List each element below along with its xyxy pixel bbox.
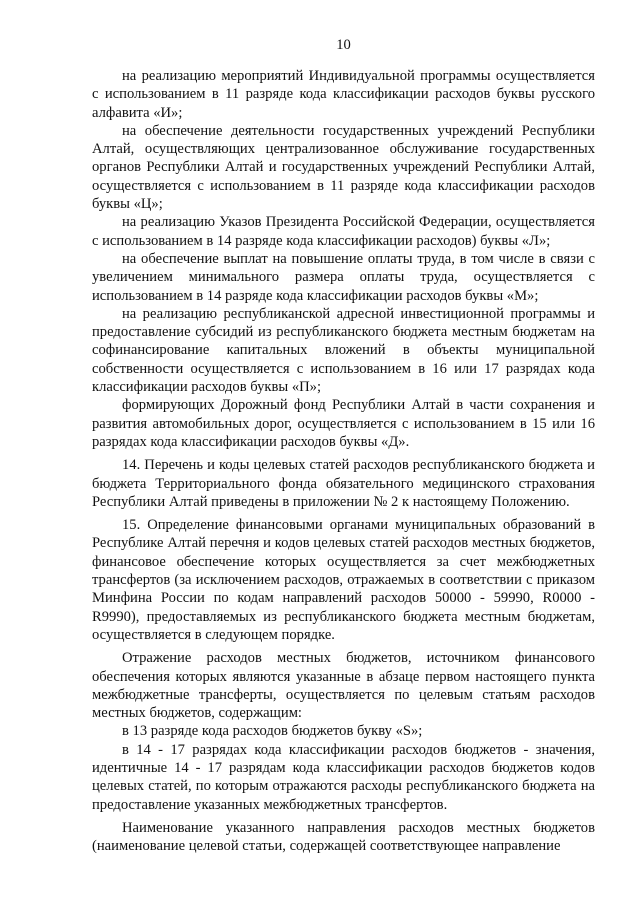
paragraph-item-p: на реализацию республиканской адресной инвестиционной программы и предоставление субсидий из республиканского бюджета местным бюджетам на софинансирование капитальных вложений в объекты муниципальной собственности осуществляется с использованием в 16 или 17 разрядах кода классификации расходов буквы «П»; — [92, 305, 595, 396]
paragraph-digit-13: в 13 разряде кода расходов бюджетов букву «S»; — [122, 723, 423, 740]
paragraph-item-l: на реализацию Указов Президента Российской Федерации, осуществляется с использованием в 14 разряде кода классификации расходов) буквы «Л»; — [92, 214, 595, 249]
paragraph-item-m: на обеспечение выплат на повышение оплаты труда, в том числе в связи с увеличением минимального размера оплаты труда, осуществляется с использованием в 14 разряде кода классификации расходов буквы «М»; — [92, 250, 595, 304]
paragraph-item-d: формирующих Дорожный фонд Республики Алтай в части сохранения и развития автомобильных дорог, осуществляется с использованием в 15 или 16 разрядах кода классификации расходов буквы «Д». — [92, 397, 595, 450]
paragraph-clause-15: 15. Определение финансовыми органами муниципальных образований в Республике Алтай перечня и кодов целевых статей расходов местных бюджетов, финансовое обеспечение которых осуществляется за счет межбюджетных трансфертов (за исключением расходов, отражаемых в соответствии с приказом Минфина России по кодам направлений расходов 50000 - 59990, R0000 - R9990), предоставляемых из республиканского бюджета местным бюджетам, осуществляется в следующем порядке. — [92, 517, 595, 643]
paragraph-local-budgets: Отражение расходов местных бюджетов, источником финансового обеспечения которых являются указанные в абзаце первом настоящего пункта межбюджетные трансферты, осуществляется по целевым статьям расходов местных бюджетов, содержащим: — [92, 650, 595, 722]
paragraph-digits-14-17: в 14 - 17 разрядах кода классификации расходов бюджетов - значения, идентичные 14 - 17 разрядам кода классификации расходов бюджетов кодов целевых статей, по которым отражаются расходы республиканского бюджета на предоставление указанных межбюджетных трансфертов. — [92, 741, 595, 813]
paragraph-clause-14: 14. Перечень и коды целевых статей расходов республиканского бюджета и бюджета Территориального фонда обязательного медицинского страхования Республики Алтай приведены в приложении № 2 к настоящему Положению. — [92, 457, 595, 510]
paragraph-item-i: на реализацию мероприятий Индивидуальной программы осуществляется с использованием в 11 разряде кода классификации расходов буквы русского алфавита «И»; — [92, 68, 595, 121]
document-body — [92, 67, 595, 855]
page-number: 10 — [336, 37, 351, 53]
paragraph-item-ts: на обеспечение деятельности государственных учреждений Республики Алтай, осуществляющих централизованное обслуживание государственных органов Республики Алтай и государственных учреждений Республики Алтай, осуществляется с использованием в 11 разряде кода классификации расходов буквы «Ц»; — [92, 122, 595, 213]
paragraph-direction-name: Наименование указанного направления расходов местных бюджетов (наименование целевой статьи, содержащей соответствующее направление — [92, 819, 595, 855]
